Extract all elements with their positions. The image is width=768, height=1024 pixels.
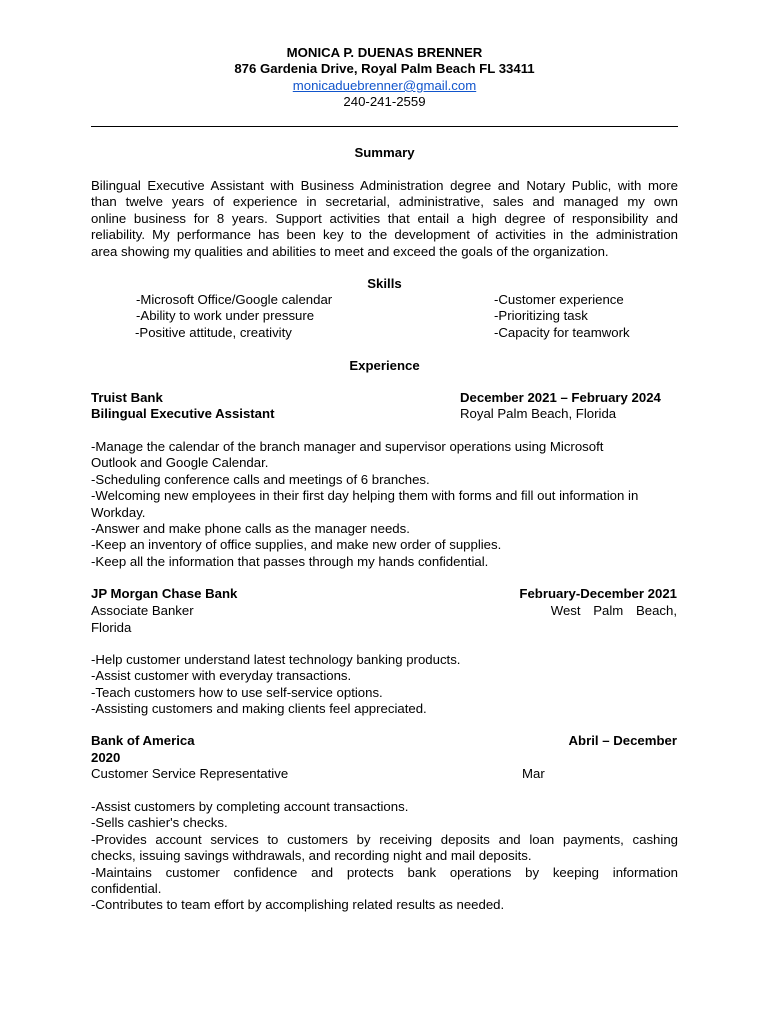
job-bullet: -Answer and make phone calls as the manager needs. [91,521,410,537]
skill-item: -Ability to work under pressure [136,308,315,324]
resume-header [91,45,678,111]
job-bullet: Workday. [91,504,146,520]
job-location: Mar [522,766,545,781]
skill-item: -Prioritizing task [494,308,588,324]
job-role: Associate Banker [91,603,194,618]
job-role: Customer Service Representative [91,766,289,781]
candidate-name: MONICA P. DUENAS BRENNER [286,45,483,60]
skills-right-column [494,292,630,341]
job-company: Bank of America [91,733,195,748]
job-bullet: -Sells cashier's checks. [91,815,228,831]
job-bullet: checks, issuing savings withdrawals, and recording night and mail deposits. [91,848,532,864]
summary-heading: Summary [354,145,415,160]
candidate-address: 876 Gardenia Drive, Royal Palm Beach FL 33411 [234,61,535,77]
job-company: JP Morgan Chase Bank [91,586,238,601]
skills-left-column [136,292,332,341]
job-bullet: -Help customer understand latest technology banking products. [91,652,461,667]
email-link[interactable]: monicaduebrenner@gmail.com [292,77,477,93]
job-bullet: -Contributes to team effort by accomplishing related results as needed. [91,897,505,913]
job-bullet: -Assist customer with everyday transactions. [91,668,352,684]
experience-heading: Experience [349,358,420,373]
job-dates: Abril – December [568,733,677,748]
job-bullets [91,652,678,718]
job-bullet: -Maintains customer confidence and protects bank operations by keeping information [91,864,678,880]
summary-text [91,178,678,260]
job-bullet: -Keep all the information that passes through my hands confidential. [91,553,489,569]
job-role: Bilingual Executive Assistant [91,406,275,421]
header-divider [91,126,678,127]
job-location: West Palm Beach, [550,603,677,618]
job-dates: February-December 2021 [519,586,677,601]
job-bullet: -Provides account services to customers by receiving deposits and loan payments, cashing [91,831,678,847]
job-location-continued: Florida [91,620,132,635]
job-bullet: -Assisting customers and making clients feel appreciated. [91,701,427,717]
job-bullet: -Scheduling conference calls and meetings of 6 branches. [91,471,430,487]
job-bullets [91,799,678,914]
skill-item: -Capacity for teamwork [494,324,630,340]
summary-line: area showing my qualities and abilities to meet and exceed the goals of the organization. [91,243,609,259]
job-bullet: confidential. [91,881,162,897]
job-bullets [91,439,678,570]
job-bullet: -Assist customers by completing account transactions. [91,799,409,814]
job-bullet: -Teach customers how to use self-service options. [91,684,383,700]
job-dates-continued: 2020 [91,750,121,765]
skill-item: -Microsoft Office/Google calendar [136,292,333,307]
summary-line: than twelve years of experience in secretarial, administrative, sales and managed my own [91,194,678,210]
job-bullet: Outlook and Google Calendar. [91,455,269,471]
job-bullet: -Manage the calendar of the branch manager and supervisor operations using Microsoft [91,439,604,454]
skill-item: -Customer experience [494,292,624,307]
job-bullet: -Welcoming new employees in their first day helping them with forms and fill out information in [91,488,639,504]
summary-line: reliability. My performance has been key to the development of activities in the administration [91,227,678,243]
job-location: Royal Palm Beach, Florida [460,406,617,421]
job-dates: December 2021 – February 2024 [460,390,661,405]
job-company: Truist Bank [91,390,163,405]
skills-heading: Skills [367,276,402,291]
skill-item: -Positive attitude, creativity [135,324,292,340]
job-bullet: -Keep an inventory of office supplies, and make new order of supplies. [91,537,502,553]
summary-line: Bilingual Executive Assistant with Business Administration degree and Notary Public, with more [91,178,678,193]
candidate-phone: 240-241-2559 [343,94,426,110]
summary-line: online business for 8 years. Support activities that entail a high degree of responsibility and [91,210,678,226]
